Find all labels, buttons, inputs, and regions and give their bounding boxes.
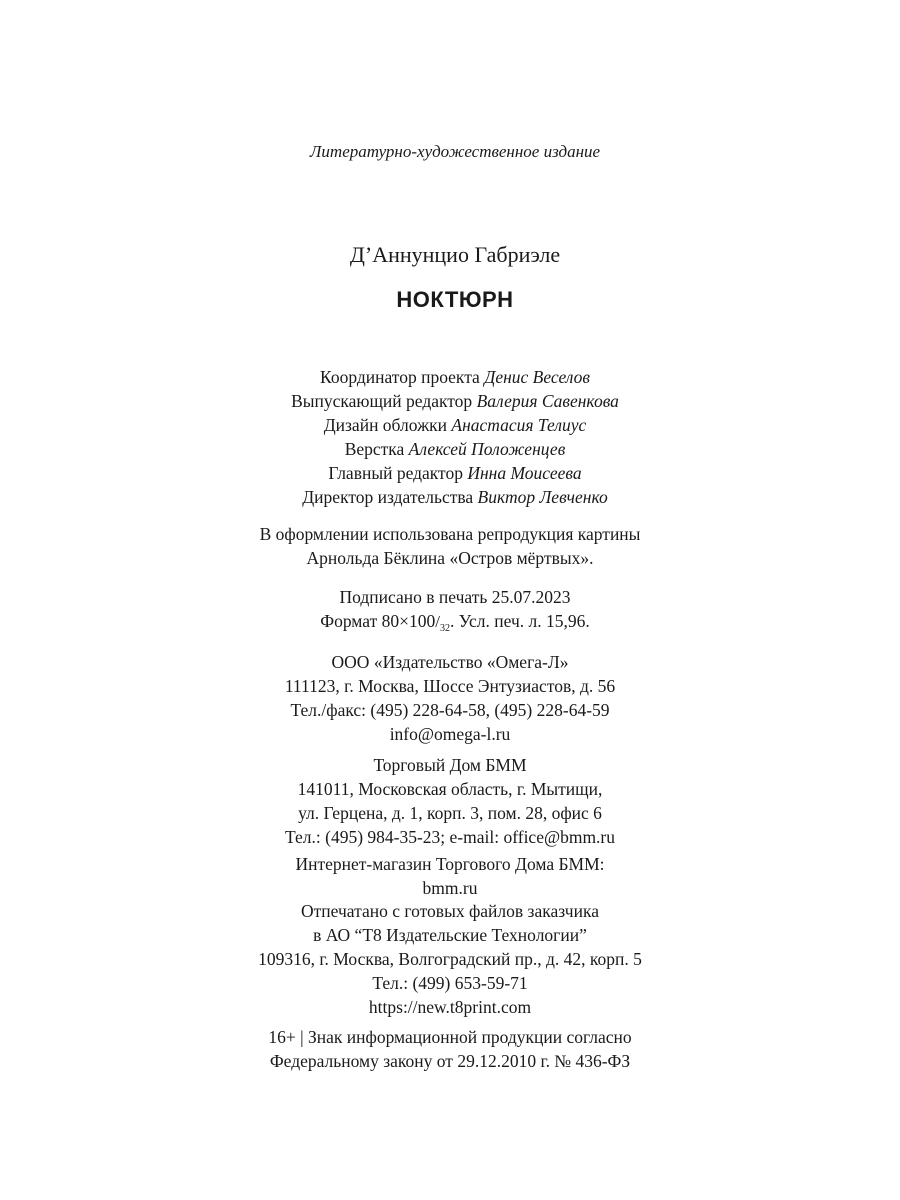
printer-address: 109316, г. Москва, Волгоградский пр., д. 42, корп. 5 (258, 949, 642, 969)
printer-block (0, 899, 900, 1019)
distributor-name: Торговый Дом БММ (373, 755, 527, 775)
printer-url: https://new.t8print.com (368, 997, 532, 1017)
distributor-block (0, 753, 900, 849)
illustration-line: В оформлении использована репродукция картины (259, 524, 641, 544)
age-rating-line: Федеральному закону от 29.12.2010 г. № 436-ФЗ (269, 1051, 631, 1071)
credit-line (10, 461, 900, 485)
credit-person: Валерия Савенкова (476, 391, 619, 411)
distributor-contacts: Тел.: (495) 984-35-23; e-mail: office@bmm.ru (284, 827, 616, 847)
credit-role: Главный редактор (328, 463, 463, 483)
book-author: Д’Аннунцио Габриэле (349, 242, 561, 267)
credit-role: Дизайн обложки (323, 415, 448, 435)
signed-date: Подписано в печать 25.07.2023 (339, 587, 571, 607)
credit-line (10, 365, 900, 389)
credit-role: Координатор проекта (320, 367, 480, 387)
credit-role: Директор издательства (302, 487, 474, 507)
format-slash: / (435, 612, 440, 631)
credit-line (10, 485, 900, 509)
book-title: НОКТЮРН (396, 287, 514, 312)
illustration-note (0, 522, 900, 570)
credit-line (10, 389, 900, 413)
credit-line (10, 413, 900, 437)
publisher-email: info@omega-l.ru (389, 724, 511, 744)
publisher-name: ООО «Издательство «Омега-Л» (331, 652, 569, 672)
credit-role: Выпускающий редактор (291, 391, 473, 411)
illustration-line: Арнольда Бёклина «Остров мёртвых». (306, 548, 594, 568)
format-suffix: . Усл. печ. л. 15,96. (449, 611, 590, 631)
distributor-address: ул. Герцена, д. 1, корп. 3, пом. 28, офис 6 (298, 803, 602, 823)
publisher-address: 111123, г. Москва, Шоссе Энтузиастов, д. 56 (284, 676, 616, 696)
credit-person: Анастасия Телиус (451, 415, 587, 435)
credit-line (10, 437, 900, 461)
credit-person: Инна Моисеева (467, 463, 582, 483)
publisher-block (0, 650, 900, 746)
credit-person: Виктор Левченко (477, 487, 608, 507)
credit-person: Денис Веселов (484, 367, 590, 387)
edition-type: Литературно-художественное издание (309, 142, 601, 161)
shop-url: bmm.ru (422, 878, 478, 898)
printer-name: в АО “Т8 Издательские Технологии” (313, 925, 587, 945)
shop-label: Интернет-магазин Торгового Дома БММ: (295, 854, 605, 874)
format-prefix: Формат 80×100 (320, 611, 436, 631)
shop-block (0, 852, 900, 900)
age-rating-line: 16+ | Знак информационной продукции согласно (268, 1027, 632, 1047)
publisher-phone: Тел./факс: (495) 228-64-58, (495) 228-64-59 (290, 700, 610, 720)
format-subscript: 32 (439, 623, 450, 634)
distributor-address: 141011, Московская область, г. Мытищи, (297, 779, 603, 799)
printer-phone: Тел.: (499) 653-59-71 (372, 973, 528, 993)
age-rating-block (0, 1025, 900, 1073)
print-info (0, 585, 900, 641)
printer-line: Отпечатано с готовых файлов заказчика (301, 901, 599, 921)
credit-person: Алексей Положенцев (408, 439, 566, 459)
credit-role: Верстка (344, 439, 405, 459)
format-line (10, 609, 900, 641)
credits-block (0, 365, 900, 509)
